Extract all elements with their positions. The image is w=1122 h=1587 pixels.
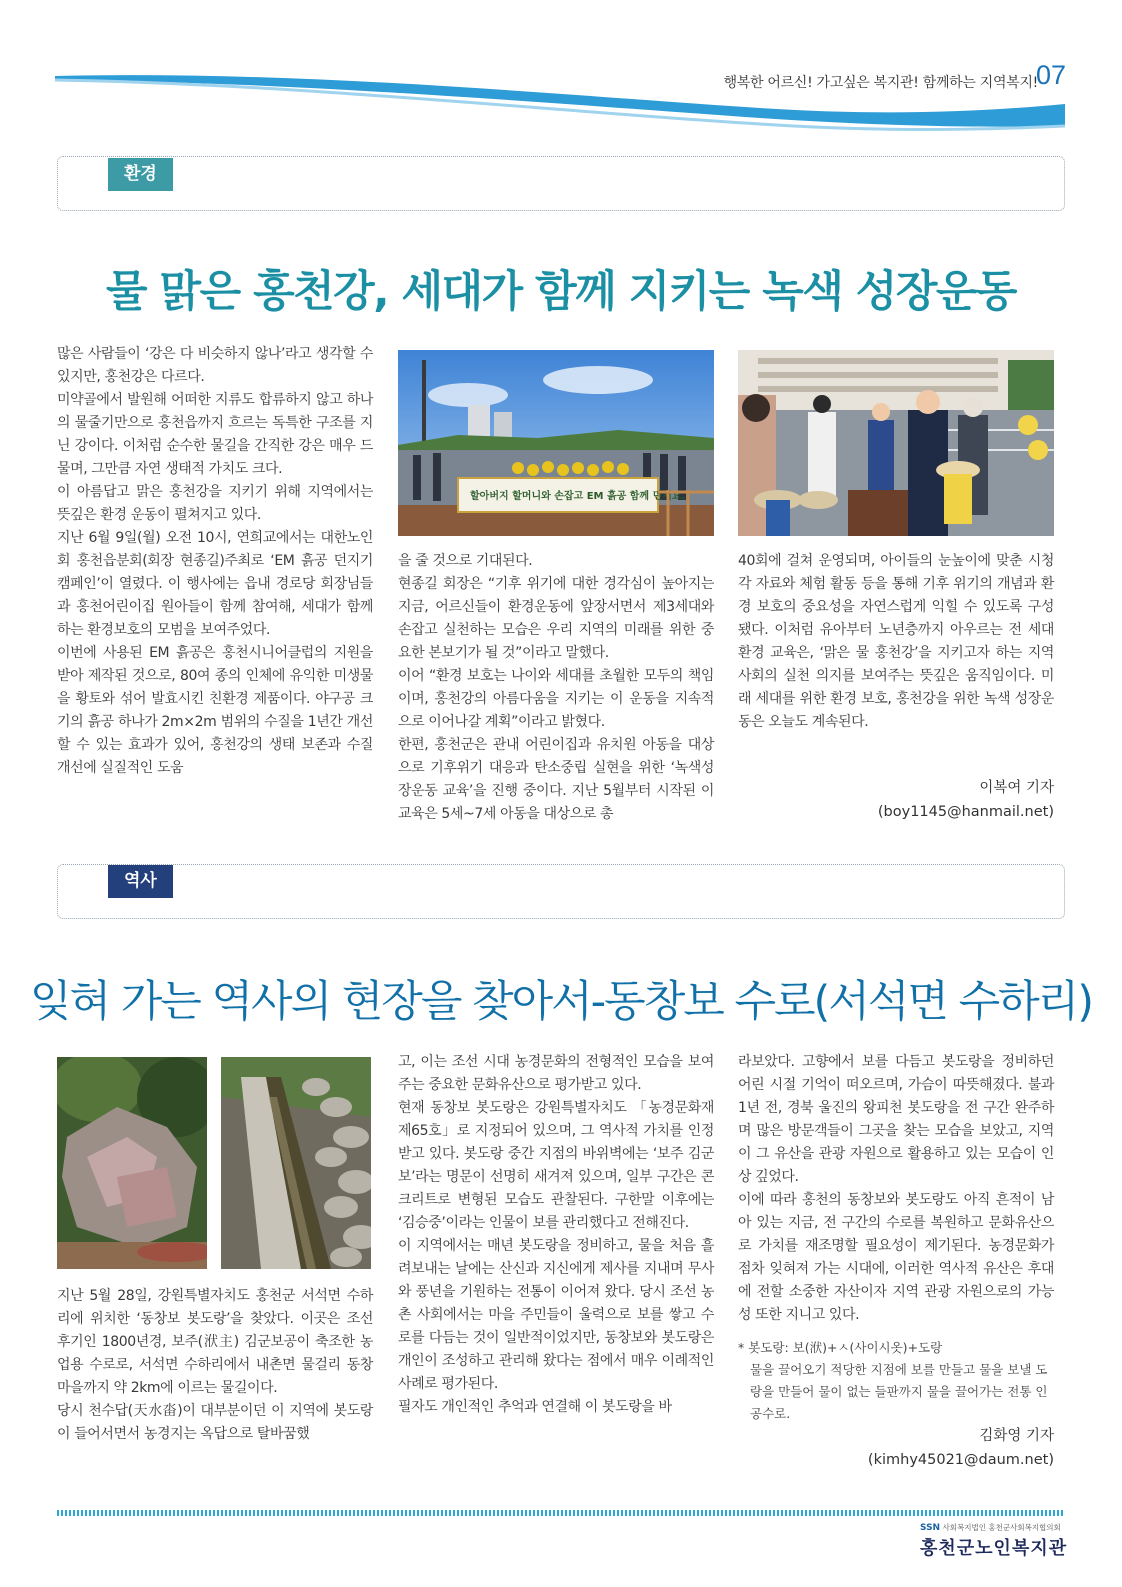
his-column-2 — [398, 1051, 714, 1419]
env-reporter-email: (boy1145@hanmail.net) — [877, 804, 1054, 820]
env-photo-campaign — [398, 350, 714, 536]
env-reporter-name: 이복여 기자 — [979, 780, 1054, 796]
env-photo-seniors-children — [738, 350, 1054, 536]
his-column-3 — [738, 1051, 1054, 1327]
env-section-tag: 환경 — [108, 158, 173, 191]
paragraph: 필자도 개인적인 추억과 연결해 이 봇도랑을 바 — [398, 1399, 672, 1415]
his-photo-rock-wall — [57, 1057, 207, 1269]
banner-text: 할아버지 할머니와 손잡고 EM 흙공 함께 던져요. — [470, 491, 686, 502]
paragraph: 당시 천수답(天水畓)이 대부분이던 이 지역에 봇도랑이 들어서면서 농경지는 옥답으로 탈바꿈했 — [57, 1403, 373, 1442]
env-section-bar — [57, 156, 1065, 211]
paragraph: 이 아름답고 맑은 홍천강을 지키기 위해 지역에서는 뜻깊은 환경 운동이 펼쳐지고 있다. — [57, 484, 373, 523]
paragraph: 현재 동창보 봇도랑은 강원특별자치도 「농경문화재 제65호」로 지정되어 있으며, 그 역사적 가치를 인정받고 있다. 봇도랑 중간 지점의 바위벽에는 ‘보주 김군보’라는 명문이 선명히 새겨져 있으며, 일부 구간은 콘크리트로 변형된 모습도 관찰된다. 구한말 이후에는 ‘김승중’이라는 인물이 보를 관리했다고 전해진다. — [398, 1100, 714, 1231]
paragraph: 이번에 사용된 EM 흙공은 홍천시니어클럽의 지원을 받아 제작된 것으로, 80여 종의 인체에 유익한 미생물을 황토와 섞어 발효시킨 친환경 제품이다. 야구공 크기의 흙공 하나가 2m×2m 범위의 수질을 1년간 개선할 수 있는 효과가 있어, 홍천강의 생태 보존과 수질 개선에 실질적인 도움 — [57, 645, 373, 776]
paragraph: 40회에 걸쳐 운영되며, 아이들의 눈높이에 맞춘 시청각 자료와 체험 활동 등을 통해 기후 위기의 개념과 환경 보호의 중요성을 자연스럽게 익힐 수 있도록 구성 됐다. 이처럼 유아부터 노년층까지 아우르는 전 세대 환경 교육은, ‘맑은 물 홍천강’을 지키고자 하는 지역사회의 실천 의지를 보여주는 뜻깊은 움직임이다. 미래 세대를 위한 환경 보호, 홍천강을 위한 녹색 성장운동은 오늘도 계속된다. — [738, 553, 1054, 730]
his-column-1 — [57, 1285, 373, 1446]
paragraph: 한편, 홍천군은 관내 어린이집과 유치원 아동을 대상으로 기후위기 대응과 탄소중립 실현을 위한 ‘녹색성장운동 교육’을 진행 중이다. 지난 5월부터 시작된 이 교육은 5세~7세 아동을 대상으로 총 — [398, 737, 714, 822]
env-column-2 — [398, 550, 714, 826]
paragraph: 지난 6월 9일(월) 오전 10시, 연희교에서는 대한노인회 홍천읍분회(회장 현종길)주최로 ‘EM 흙공 던지기 캠페인’이 열렸다. 이 행사에는 읍내 경로당 회장님들과 홍천어린이집 원아들이 함께 참여해, 세대가 함께하는 환경보호의 모범을 보여주었다. — [57, 530, 373, 638]
paragraph: 라보았다. 고향에서 보를 다듬고 봇도랑을 정비하던 어린 시절 기억이 떠오르며, 가슴이 따뜻해졌다. 불과 1년 전, 경북 울진의 왕피천 봇도랑을 전 구간 완주하며 많은 방문객들이 그곳을 찾는 모습을 보았고, 지역이 그 유산을 관광 자원으로 활용하고 있는 모습이 인상 깊었다. — [738, 1054, 1054, 1185]
his-photo-waterway — [221, 1057, 371, 1269]
his-reporter-email: (kimhy45021@daum.net) — [867, 1452, 1054, 1468]
env-column-1 — [57, 343, 373, 780]
paragraph: 을 줄 것으로 기대된다. — [398, 553, 533, 569]
paragraph: 이에 따라 홍천의 동창보와 봇도랑도 아직 흔적이 남아 있는 지금, 전 구간의 수로를 복원하고 문화유산으로 가치를 재조명할 필요성이 제기된다. 농경문화가 점차 잊혀져 가는 시대에, 이러한 역사적 유산은 후대에 전할 소중한 자산이자 지역 관광 자원으로의 가능성 또한 지니고 있다. — [738, 1192, 1054, 1323]
his-section-tag: 역사 — [108, 865, 173, 898]
paragraph: 고, 이는 조선 시대 농경문화의 전형적인 모습을 보여주는 중요한 문화유산으로 평가받고 있다. — [398, 1054, 714, 1093]
his-footnote — [738, 1337, 1054, 1425]
footer-dotted-line — [57, 1510, 1065, 1516]
paragraph: 많은 사람들이 ‘강은 다 비슷하지 않나’라고 생각할 수 있지만, 홍천강은 다르다. — [57, 346, 373, 385]
paragraph: 현종길 회장은 “기후 위기에 대한 경각심이 높아지는 지금, 어르신들이 환경운동에 앞장서면서 제3세대와 손잡고 실천하는 모습은 우리 지역의 미래를 위한 중요한 본보기가 될 것”이라고 말했다. — [398, 576, 714, 661]
header-slogan: 행복한 어르신! 가고싶은 복지관! 함께하는 지역복지! — [723, 75, 1038, 91]
env-article-title: 물 맑은 홍천강, 세대가 함께 지키는 녹색 성장운동 — [106, 267, 1016, 317]
paragraph: 미약골에서 발원해 어떠한 지류도 합류하지 않고 하나의 물줄기만으로 홍천읍까지 흐르는 독특한 구조를 지닌 강이다. 이처럼 순수한 물길을 간직한 강은 매우 드물며, 그만큼 자연 생태적 가치도 크다. — [57, 392, 373, 477]
footnote-body: 물을 끌어오기 적당한 지점에 보를 만들고 물을 보낼 도랑을 만들어 물이 없는 들판까지 물을 끌어가는 전통 인공수로. — [750, 1362, 1048, 1421]
his-section-bar — [57, 864, 1065, 919]
org-sub-label: 사회복지법인 홍천군사회복지협의회 — [942, 1523, 1061, 1532]
his-reporter-name: 김화영 기자 — [979, 1428, 1054, 1444]
footer-org-name: 홍천군노인복지관 — [920, 1538, 1068, 1559]
his-article-title: 잊혀 가는 역사의 현장을 찾아서-동창보 수로(서석면 수하리) — [30, 977, 1092, 1027]
header-wave-decoration — [0, 0, 1122, 140]
footnote-title: * 봇도랑: 보(洑)+ㅅ(사이시옷)+도랑 — [738, 1340, 943, 1355]
env-column-3 — [738, 550, 1054, 734]
page-number: 07 — [1035, 60, 1066, 90]
paragraph: 이 지역에서는 매년 봇도랑을 정비하고, 물을 처음 흘려보내는 날에는 산신과 지신에게 제사를 지내며 무사와 풍년을 기원하는 전통이 이어져 왔다. 당시 조선 농촌 사회에서는 마을 주민들이 울력으로 보를 쌓고 수로를 다듬는 것이 일반적이었지만, 동창보와 봇도랑은 개인이 조성하고 관리해 왔다는 점에서 매우 이례적인 사례로 평가된다. — [398, 1238, 714, 1392]
paragraph: 지난 5월 28일, 강원특별자치도 홍천군 서석면 수하리에 위치한 ‘동창보 봇도랑’을 찾았다. 이곳은 조선 후기인 1800년경, 보주(洑主) 김군보공이 축조한 농업용 수로로, 서석면 수하리에서 내촌면 물걸리 동창마을까지 약 2km에 이르는 물길이다. — [57, 1288, 373, 1396]
footer-org-sub — [920, 1522, 1061, 1533]
paragraph: 이어 “환경 보호는 나이와 세대를 초월한 모두의 책임이며, 홍천강의 아름다움을 지키는 이 운동을 지속적으로 이어나갈 계획”이라고 밝혔다. — [398, 668, 714, 730]
ssn-logo: SSN — [920, 1523, 941, 1533]
